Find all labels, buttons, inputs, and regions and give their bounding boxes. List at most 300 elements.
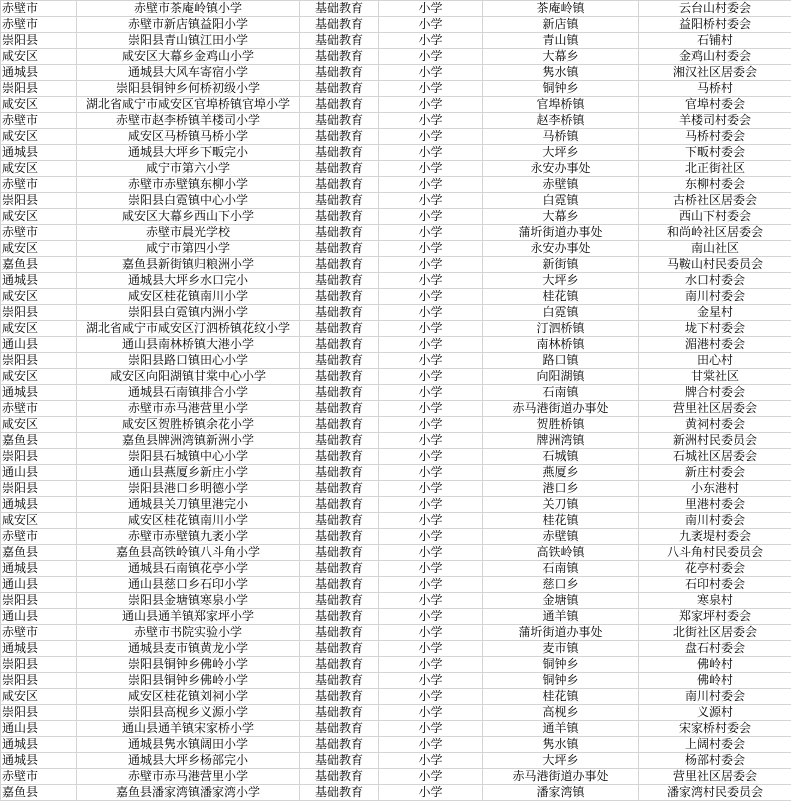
table-row: [1, 353, 791, 369]
table-row: [1, 737, 791, 753]
county-cell: 嘉鱼县: [1, 257, 77, 273]
category-cell: 基础教育: [300, 225, 379, 241]
level-cell: 小学: [379, 337, 483, 353]
school-name-cell: 咸安区大幕乡西山下小学: [77, 209, 300, 225]
category-cell: 基础教育: [300, 193, 379, 209]
table-row: [1, 65, 791, 81]
township-cell: 赤壁镇: [483, 177, 639, 193]
county-cell: 赤壁市: [1, 113, 77, 129]
township-cell: 港口乡: [483, 481, 639, 497]
category-cell: 基础教育: [300, 401, 379, 417]
table-row: [1, 177, 791, 193]
township-cell: 向阳湖镇: [483, 369, 639, 385]
county-cell: 咸安区: [1, 289, 77, 305]
school-name-cell: 赤壁市茶庵岭镇小学: [77, 1, 300, 17]
category-cell: 基础教育: [300, 721, 379, 737]
school-name-cell: 嘉鱼县潘家湾镇潘家湾小学: [77, 785, 300, 801]
county-cell: 通城县: [1, 145, 77, 161]
township-cell: 潘家湾镇: [483, 785, 639, 801]
community-cell: 甘棠社区: [639, 369, 791, 385]
community-cell: 东柳村委会: [639, 177, 791, 193]
category-cell: 基础教育: [300, 1, 379, 17]
school-name-cell: 咸宁市第六小学: [77, 161, 300, 177]
county-cell: 嘉鱼县: [1, 785, 77, 801]
community-cell: 南川村委会: [639, 513, 791, 529]
table-row: [1, 417, 791, 433]
level-cell: 小学: [379, 401, 483, 417]
county-cell: 咸安区: [1, 369, 77, 385]
community-cell: 西山下村委会: [639, 209, 791, 225]
level-cell: 小学: [379, 225, 483, 241]
level-cell: 小学: [379, 465, 483, 481]
level-cell: 小学: [379, 161, 483, 177]
township-cell: 茶庵岭镇: [483, 1, 639, 17]
school-name-cell: 赤壁市赤壁镇九袤小学: [77, 529, 300, 545]
category-cell: 基础教育: [300, 737, 379, 753]
category-cell: 基础教育: [300, 689, 379, 705]
school-name-cell: 通城县关刀镇里港完小: [77, 497, 300, 513]
county-cell: 咸安区: [1, 209, 77, 225]
community-cell: 益阳桥村委会: [639, 17, 791, 33]
level-cell: 小学: [379, 609, 483, 625]
township-cell: 新街镇: [483, 257, 639, 273]
township-cell: 慈口乡: [483, 577, 639, 593]
table-row: [1, 97, 791, 113]
level-cell: 小学: [379, 193, 483, 209]
township-cell: 大幕乡: [483, 49, 639, 65]
level-cell: 小学: [379, 17, 483, 33]
level-cell: 小学: [379, 177, 483, 193]
level-cell: 小学: [379, 497, 483, 513]
school-name-cell: 通城县隽水镇阔田小学: [77, 737, 300, 753]
category-cell: 基础教育: [300, 241, 379, 257]
township-cell: 铜钟乡: [483, 81, 639, 97]
school-name-cell: 崇阳县青山镇江田小学: [77, 33, 300, 49]
category-cell: 基础教育: [300, 145, 379, 161]
school-name-cell: 赤壁市赵李桥镇羊楼司小学: [77, 113, 300, 129]
table-row: [1, 193, 791, 209]
category-cell: 基础教育: [300, 417, 379, 433]
township-cell: 高枧乡: [483, 705, 639, 721]
level-cell: 小学: [379, 673, 483, 689]
county-cell: 咸安区: [1, 689, 77, 705]
county-cell: 崇阳县: [1, 673, 77, 689]
category-cell: 基础教育: [300, 385, 379, 401]
county-cell: 赤壁市: [1, 769, 77, 785]
community-cell: 石印村委会: [639, 577, 791, 593]
county-cell: 通城县: [1, 273, 77, 289]
table-row: [1, 465, 791, 481]
level-cell: 小学: [379, 513, 483, 529]
school-name-cell: 崇阳县铜钟乡佛岭小学: [77, 657, 300, 673]
table-row: [1, 369, 791, 385]
school-name-cell: 咸宁市第四小学: [77, 241, 300, 257]
category-cell: 基础教育: [300, 641, 379, 657]
community-cell: 八斗角村民委员会: [639, 545, 791, 561]
community-cell: 盘石村委会: [639, 641, 791, 657]
school-name-cell: 湖北省咸宁市咸安区汀泗桥镇花纹小学: [77, 321, 300, 337]
table-row: [1, 49, 791, 65]
county-cell: 嘉鱼县: [1, 433, 77, 449]
county-cell: 咸安区: [1, 321, 77, 337]
township-cell: 马桥镇: [483, 129, 639, 145]
level-cell: 小学: [379, 737, 483, 753]
township-cell: 大坪乡: [483, 273, 639, 289]
category-cell: 基础教育: [300, 545, 379, 561]
county-cell: 通山县: [1, 337, 77, 353]
township-cell: 铜钟乡: [483, 673, 639, 689]
table-row: [1, 113, 791, 129]
level-cell: 小学: [379, 705, 483, 721]
county-cell: 崇阳县: [1, 33, 77, 49]
table-row: [1, 577, 791, 593]
category-cell: 基础教育: [300, 33, 379, 49]
township-cell: 大坪乡: [483, 145, 639, 161]
category-cell: 基础教育: [300, 209, 379, 225]
community-cell: 杨部村委会: [639, 753, 791, 769]
table-row: [1, 513, 791, 529]
school-name-cell: 崇阳县铜钟乡何桥初级小学: [77, 81, 300, 97]
township-cell: 赤马港街道办事处: [483, 401, 639, 417]
township-cell: 路口镇: [483, 353, 639, 369]
school-name-cell: 通城县石南镇排合小学: [77, 385, 300, 401]
level-cell: 小学: [379, 593, 483, 609]
category-cell: 基础教育: [300, 657, 379, 673]
category-cell: 基础教育: [300, 257, 379, 273]
level-cell: 小学: [379, 561, 483, 577]
township-cell: 大坪乡: [483, 753, 639, 769]
table-row: [1, 785, 791, 801]
category-cell: 基础教育: [300, 17, 379, 33]
table-row: [1, 161, 791, 177]
county-cell: 崇阳县: [1, 481, 77, 497]
level-cell: 小学: [379, 97, 483, 113]
school-name-cell: 崇阳县石城镇中心小学: [77, 449, 300, 465]
school-name-cell: 赤壁市赤马港营里小学: [77, 769, 300, 785]
community-cell: 马鞍山村民委员会: [639, 257, 791, 273]
county-cell: 赤壁市: [1, 529, 77, 545]
school-name-cell: 通城县大坪乡杨部完小: [77, 753, 300, 769]
county-cell: 通山县: [1, 465, 77, 481]
community-cell: 金星村: [639, 305, 791, 321]
level-cell: 小学: [379, 81, 483, 97]
level-cell: 小学: [379, 209, 483, 225]
school-name-cell: 通城县大坪乡下畈完小: [77, 145, 300, 161]
school-name-cell: 咸安区贺胜桥镇余花小学: [77, 417, 300, 433]
school-name-cell: 湖北省咸宁市咸安区官埠桥镇官埠小学: [77, 97, 300, 113]
table-row: [1, 129, 791, 145]
category-cell: 基础教育: [300, 577, 379, 593]
county-cell: 崇阳县: [1, 193, 77, 209]
category-cell: 基础教育: [300, 449, 379, 465]
school-name-cell: 崇阳县金塘镇寒泉小学: [77, 593, 300, 609]
township-cell: 汀泗桥镇: [483, 321, 639, 337]
community-cell: 田心村: [639, 353, 791, 369]
county-cell: 崇阳县: [1, 593, 77, 609]
community-cell: 寒泉村: [639, 593, 791, 609]
table-row: [1, 225, 791, 241]
township-cell: 蒲圻街道办事处: [483, 625, 639, 641]
table-row: [1, 529, 791, 545]
level-cell: 小学: [379, 273, 483, 289]
table-row: [1, 593, 791, 609]
township-cell: 桂花镇: [483, 689, 639, 705]
county-cell: 赤壁市: [1, 177, 77, 193]
county-cell: 赤壁市: [1, 225, 77, 241]
level-cell: 小学: [379, 49, 483, 65]
community-cell: 郑家坪村委会: [639, 609, 791, 625]
level-cell: 小学: [379, 529, 483, 545]
level-cell: 小学: [379, 321, 483, 337]
community-cell: 石铺村: [639, 33, 791, 49]
county-cell: 通城县: [1, 385, 77, 401]
school-name-cell: 赤壁市书院实验小学: [77, 625, 300, 641]
table-row: [1, 305, 791, 321]
community-cell: 垅下村委会: [639, 321, 791, 337]
table-row: [1, 673, 791, 689]
category-cell: 基础教育: [300, 433, 379, 449]
category-cell: 基础教育: [300, 625, 379, 641]
table-row: [1, 481, 791, 497]
category-cell: 基础教育: [300, 273, 379, 289]
table-body: [1, 1, 791, 801]
school-name-cell: 通山县通羊镇宋家桥小学: [77, 721, 300, 737]
table-row: [1, 337, 791, 353]
table-row: [1, 753, 791, 769]
community-cell: 和尚岭社区居委会: [639, 225, 791, 241]
level-cell: 小学: [379, 785, 483, 801]
level-cell: 小学: [379, 241, 483, 257]
community-cell: 宋家桥村委会: [639, 721, 791, 737]
community-cell: 义源村: [639, 705, 791, 721]
community-cell: 羊楼司村委会: [639, 113, 791, 129]
township-cell: 关刀镇: [483, 497, 639, 513]
school-name-cell: 通山县南林桥镇大港小学: [77, 337, 300, 353]
community-cell: 九袤堤村委会: [639, 529, 791, 545]
county-cell: 通山县: [1, 609, 77, 625]
county-cell: 咸安区: [1, 49, 77, 65]
county-cell: 嘉鱼县: [1, 545, 77, 561]
category-cell: 基础教育: [300, 289, 379, 305]
school-name-cell: 崇阳县白霓镇内洲小学: [77, 305, 300, 321]
table-row: [1, 209, 791, 225]
school-name-cell: 嘉鱼县高铁岭镇八斗角小学: [77, 545, 300, 561]
school-name-cell: 崇阳县港口乡明德小学: [77, 481, 300, 497]
table-row: [1, 433, 791, 449]
township-cell: 石城镇: [483, 449, 639, 465]
community-cell: 黄祠村委会: [639, 417, 791, 433]
community-cell: 金鸡山村委会: [639, 49, 791, 65]
category-cell: 基础教育: [300, 785, 379, 801]
level-cell: 小学: [379, 129, 483, 145]
township-cell: 桂花镇: [483, 289, 639, 305]
county-cell: 崇阳县: [1, 449, 77, 465]
category-cell: 基础教育: [300, 769, 379, 785]
table-row: [1, 401, 791, 417]
county-cell: 通山县: [1, 721, 77, 737]
table-row: [1, 449, 791, 465]
category-cell: 基础教育: [300, 305, 379, 321]
township-cell: 南林桥镇: [483, 337, 639, 353]
level-cell: 小学: [379, 577, 483, 593]
school-name-cell: 通山县通羊镇郑家坪小学: [77, 609, 300, 625]
level-cell: 小学: [379, 657, 483, 673]
township-cell: 白霓镇: [483, 193, 639, 209]
township-cell: 高铁岭镇: [483, 545, 639, 561]
category-cell: 基础教育: [300, 529, 379, 545]
county-cell: 通城县: [1, 737, 77, 753]
community-cell: 上阔村委会: [639, 737, 791, 753]
community-cell: 湘汉社区居委会: [639, 65, 791, 81]
township-cell: 新店镇: [483, 17, 639, 33]
county-cell: 通山县: [1, 577, 77, 593]
community-cell: 水口村委会: [639, 273, 791, 289]
school-name-cell: 崇阳县路口镇田心小学: [77, 353, 300, 369]
community-cell: 南山社区: [639, 241, 791, 257]
township-cell: 大幕乡: [483, 209, 639, 225]
school-name-cell: 赤壁市新店镇益阳小学: [77, 17, 300, 33]
level-cell: 小学: [379, 449, 483, 465]
category-cell: 基础教育: [300, 593, 379, 609]
school-name-cell: 崇阳县高枧乡义源小学: [77, 705, 300, 721]
county-cell: 咸安区: [1, 417, 77, 433]
county-cell: 咸安区: [1, 241, 77, 257]
table-row: [1, 689, 791, 705]
category-cell: 基础教育: [300, 705, 379, 721]
township-cell: 官埠桥镇: [483, 97, 639, 113]
county-cell: 通城县: [1, 497, 77, 513]
community-cell: 下畈村委会: [639, 145, 791, 161]
township-cell: 通羊镇: [483, 609, 639, 625]
community-cell: 新庄村委会: [639, 465, 791, 481]
township-cell: 桂花镇: [483, 513, 639, 529]
table-row: [1, 609, 791, 625]
table-row: [1, 769, 791, 785]
county-cell: 咸安区: [1, 513, 77, 529]
table-row: [1, 33, 791, 49]
community-cell: 潘家湾村民委员会: [639, 785, 791, 801]
category-cell: 基础教育: [300, 97, 379, 113]
school-name-cell: 通城县石南镇花亭小学: [77, 561, 300, 577]
township-cell: 石南镇: [483, 385, 639, 401]
table-row: [1, 497, 791, 513]
category-cell: 基础教育: [300, 609, 379, 625]
category-cell: 基础教育: [300, 513, 379, 529]
table-row: [1, 145, 791, 161]
county-cell: 崇阳县: [1, 705, 77, 721]
table-row: [1, 545, 791, 561]
table-row: [1, 705, 791, 721]
category-cell: 基础教育: [300, 177, 379, 193]
county-cell: 赤壁市: [1, 625, 77, 641]
level-cell: 小学: [379, 65, 483, 81]
level-cell: 小学: [379, 721, 483, 737]
school-name-cell: 赤壁市晨光学校: [77, 225, 300, 241]
school-name-cell: 咸安区向阳湖镇甘棠中心小学: [77, 369, 300, 385]
township-cell: 通羊镇: [483, 721, 639, 737]
level-cell: 小学: [379, 385, 483, 401]
level-cell: 小学: [379, 417, 483, 433]
school-name-cell: 赤壁市赤马港营里小学: [77, 401, 300, 417]
category-cell: 基础教育: [300, 129, 379, 145]
level-cell: 小学: [379, 433, 483, 449]
county-cell: 崇阳县: [1, 81, 77, 97]
school-name-cell: 通山县燕厦乡新庄小学: [77, 465, 300, 481]
category-cell: 基础教育: [300, 753, 379, 769]
table-row: [1, 561, 791, 577]
school-name-cell: 嘉鱼县新街镇归粮洲小学: [77, 257, 300, 273]
township-cell: 贺胜桥镇: [483, 417, 639, 433]
category-cell: 基础教育: [300, 161, 379, 177]
county-cell: 咸安区: [1, 161, 77, 177]
community-cell: 营里社区居委会: [639, 769, 791, 785]
level-cell: 小学: [379, 257, 483, 273]
community-cell: 南川村委会: [639, 289, 791, 305]
table-row: [1, 289, 791, 305]
township-cell: 金塘镇: [483, 593, 639, 609]
township-cell: 白霓镇: [483, 305, 639, 321]
community-cell: 佛岭村: [639, 657, 791, 673]
table-row: [1, 385, 791, 401]
community-cell: 云台山村委会: [639, 1, 791, 17]
county-cell: 赤壁市: [1, 1, 77, 17]
school-name-cell: 崇阳县白霓镇中心小学: [77, 193, 300, 209]
community-cell: 佛岭村: [639, 673, 791, 689]
table-row: [1, 721, 791, 737]
township-cell: 隽水镇: [483, 737, 639, 753]
school-name-cell: 咸安区桂花镇刘祠小学: [77, 689, 300, 705]
level-cell: 小学: [379, 353, 483, 369]
township-cell: 铜钟乡: [483, 657, 639, 673]
school-name-cell: 赤壁市赤壁镇东柳小学: [77, 177, 300, 193]
table-row: [1, 1, 791, 17]
community-cell: 马桥村委会: [639, 129, 791, 145]
level-cell: 小学: [379, 641, 483, 657]
county-cell: 通城县: [1, 561, 77, 577]
community-cell: 石城社区居委会: [639, 449, 791, 465]
school-name-cell: 通山县慈口乡石印小学: [77, 577, 300, 593]
category-cell: 基础教育: [300, 465, 379, 481]
county-cell: 崇阳县: [1, 657, 77, 673]
community-cell: 北街社区居委会: [639, 625, 791, 641]
category-cell: 基础教育: [300, 481, 379, 497]
county-cell: 咸安区: [1, 129, 77, 145]
category-cell: 基础教育: [300, 497, 379, 513]
township-cell: 赤马港街道办事处: [483, 769, 639, 785]
township-cell: 永安办事处: [483, 241, 639, 257]
school-name-cell: 嘉鱼县牌洲湾镇新洲小学: [77, 433, 300, 449]
county-cell: 崇阳县: [1, 305, 77, 321]
table-row: [1, 81, 791, 97]
level-cell: 小学: [379, 1, 483, 17]
county-cell: 通城县: [1, 641, 77, 657]
township-cell: 蒲圻街道办事处: [483, 225, 639, 241]
level-cell: 小学: [379, 33, 483, 49]
level-cell: 小学: [379, 145, 483, 161]
township-cell: 赤壁镇: [483, 529, 639, 545]
school-name-cell: 咸安区桂花镇南川小学: [77, 289, 300, 305]
county-cell: 赤壁市: [1, 17, 77, 33]
category-cell: 基础教育: [300, 369, 379, 385]
level-cell: 小学: [379, 753, 483, 769]
county-cell: 通城县: [1, 753, 77, 769]
township-cell: 赵李桥镇: [483, 113, 639, 129]
table-row: [1, 625, 791, 641]
county-cell: 咸安区: [1, 97, 77, 113]
township-cell: 石南镇: [483, 561, 639, 577]
table-row: [1, 257, 791, 273]
township-cell: 永安办事处: [483, 161, 639, 177]
